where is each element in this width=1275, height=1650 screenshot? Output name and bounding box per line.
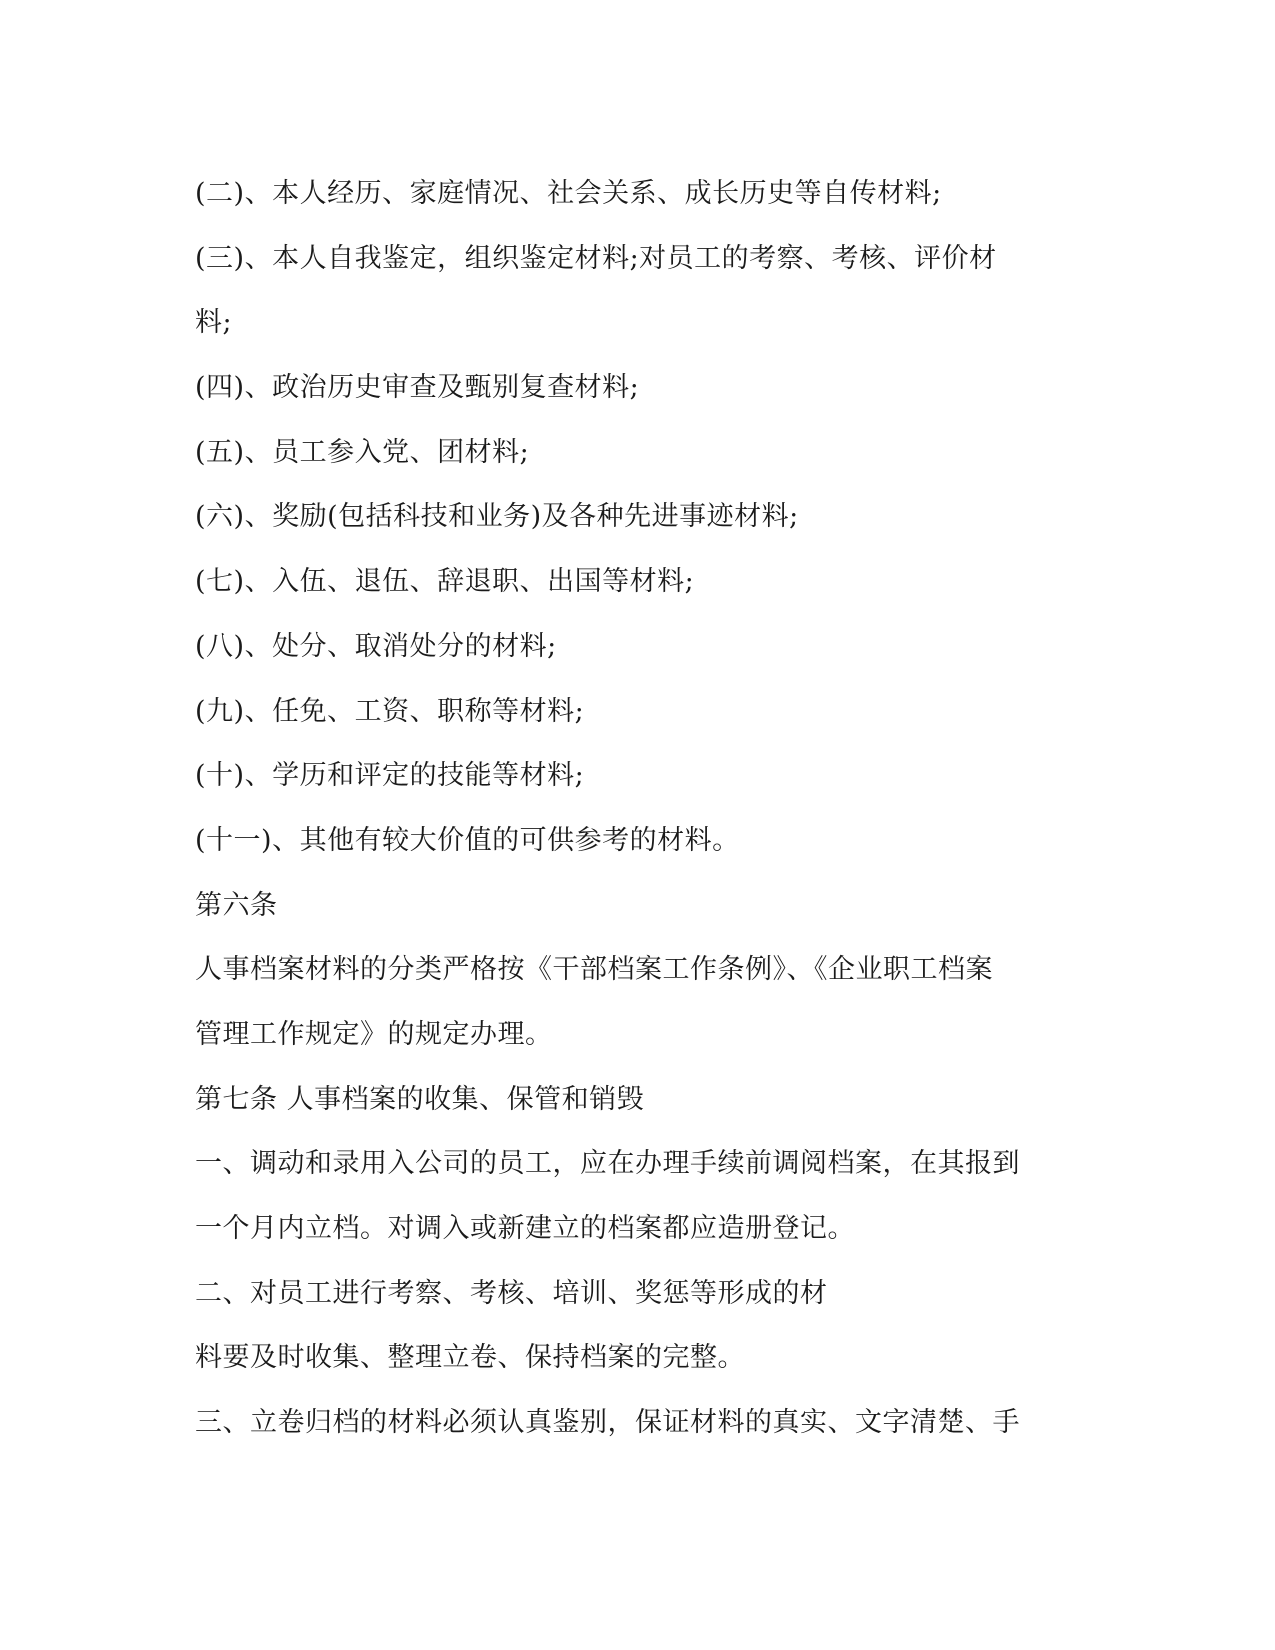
list-item-5: (五)、员工参入党、团材料; <box>195 436 530 468</box>
document-body <box>195 162 1075 1456</box>
article-7-heading: 第七条 人事档案的收集、保管和销毁 <box>195 1083 645 1115</box>
article-7-clause-1-continuation: 一个月内立档。对调入或新建立的档案都应造册登记。 <box>195 1213 855 1244</box>
article-6-heading: 第六条 <box>195 889 278 921</box>
list-item-9: (九)、任免、工资、职称等材料; <box>195 695 585 727</box>
list-item-7: (七)、入伍、退伍、辞退职、出国等材料; <box>195 566 695 598</box>
article-7-clause-2: 二、对员工进行考察、考核、培训、奖惩等形成的材 <box>195 1277 828 1309</box>
article-7-clause-3: 三、立卷归档的材料必须认真鉴别，保证材料的真实、文字清楚、手 <box>195 1407 1020 1439</box>
list-item-10: (十)、学历和评定的技能等材料; <box>195 760 585 792</box>
list-item-8: (八)、处分、取消处分的材料; <box>195 630 557 662</box>
article-6-paragraph: 人事档案材料的分类严格按《干部档案工作条例》、《企业职工档案 <box>195 954 993 986</box>
list-item-4: (四)、政治历史审查及甄别复查材料; <box>195 372 640 404</box>
list-item-2: (二)、本人经历、家庭情况、社会关系、成长历史等自传材料; <box>195 178 942 209</box>
article-6-paragraph-continuation: 管理工作规定》的规定办理。 <box>195 1018 553 1050</box>
article-7-clause-2-continuation: 料要及时收集、整理立卷、保持档案的完整。 <box>195 1342 745 1374</box>
list-item-11: (十一)、其他有较大价值的可供参考的材料。 <box>195 824 740 856</box>
list-item-3: (三)、本人自我鉴定，组织鉴定材料;对员工的考察、考核、评价材 <box>195 242 997 274</box>
list-item-3-continuation: 料; <box>195 307 233 339</box>
list-item-6: (六)、奖励(包括科技和业务)及各种先进事迹材料; <box>195 501 799 533</box>
article-7-clause-1: 一、调动和录用入公司的员工，应在办理手续前调阅档案，在其报到 <box>195 1148 1020 1180</box>
